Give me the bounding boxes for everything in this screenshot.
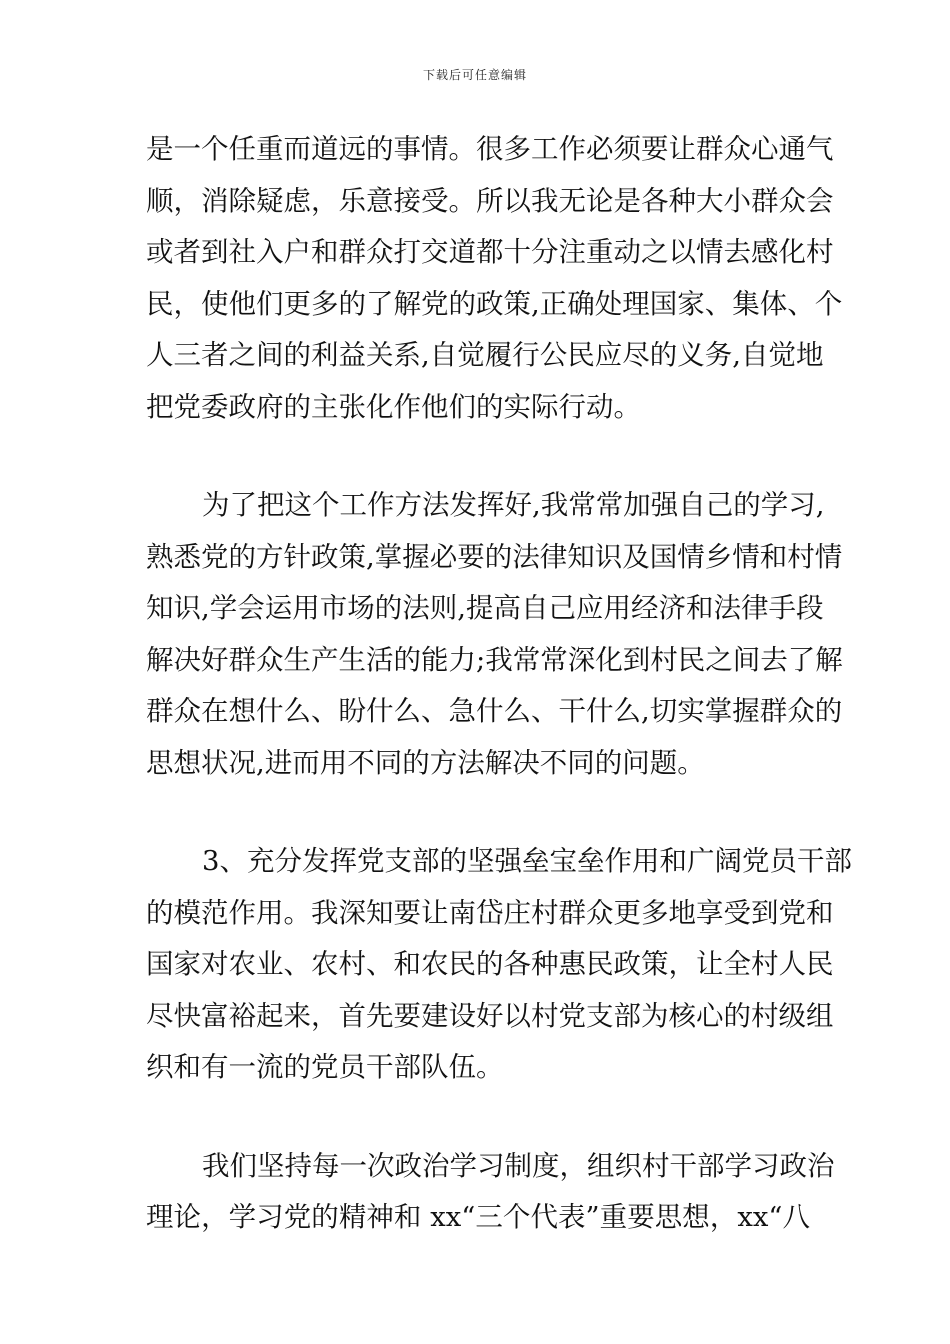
text-line: 理论，学习党的精神和 xx“三个代表”重要思想，xx“八 <box>146 1201 810 1233</box>
text-line: 3、充分发挥党支部的坚强垒宝垒作用和广阔党员干部 <box>202 845 852 877</box>
text-line: 为了把这个工作方法发挥好,我常常加强自己的学习, <box>202 489 825 521</box>
text-line: 解决好群众生产生活的能力;我常常深化到村民之间去了解 <box>146 643 843 676</box>
text-line: 民，使他们更多的了解党的政策,正确处理国家、集体、个 <box>146 287 843 320</box>
text-line: 是一个任重而道远的事情。很多工作必须要让群众心通气 <box>146 133 834 165</box>
text-line: 尽快富裕起来，首先要建设好以村党支部为核心的村级组 <box>146 999 834 1032</box>
text-line: 我们坚持每一次政治学习制度，组织村干部学习政治 <box>202 1149 835 1182</box>
document-body <box>146 124 852 1244</box>
text-line: 熟悉党的方针政策,掌握必要的法律知识及国情乡情和村情 <box>146 540 843 573</box>
paragraph-3 <box>146 836 852 1094</box>
paragraph-1 <box>146 124 843 433</box>
text-line: 或者到社入户和群众打交道都十分注重动之以情去感化村 <box>146 236 834 268</box>
text-line: 思想状况,进而用不同的方法解决不同的问题。 <box>146 746 705 779</box>
text-line: 织和有一流的党员干部队伍。 <box>146 1051 504 1083</box>
text-line: 把党委政府的主张化作他们的实际行动。 <box>146 390 641 423</box>
text-line: 的模范作用。我深知要让南岱庄村群众更多地享受到党和 <box>146 896 834 929</box>
text-line: 顺，消除疑虑，乐意接受。所以我无论是各种大小群众会 <box>146 184 834 217</box>
paragraph-4 <box>146 1141 835 1244</box>
paragraph-2 <box>146 480 843 789</box>
text-line: 人三者之间的利益关系,自觉履行公民应尽的义务,自觉地 <box>146 339 824 371</box>
text-line: 群众在想什么、盼什么、急什么、干什么,切实掌握群众的 <box>146 695 843 727</box>
text-line: 知识,学会运用市场的法则,提高自己应用经济和法律手段 <box>146 592 824 624</box>
text-line: 国家对农业、农村、和农民的各种惠民政策，让全村人民 <box>146 948 834 980</box>
page-header: 下载后可任意编辑 <box>422 68 527 82</box>
